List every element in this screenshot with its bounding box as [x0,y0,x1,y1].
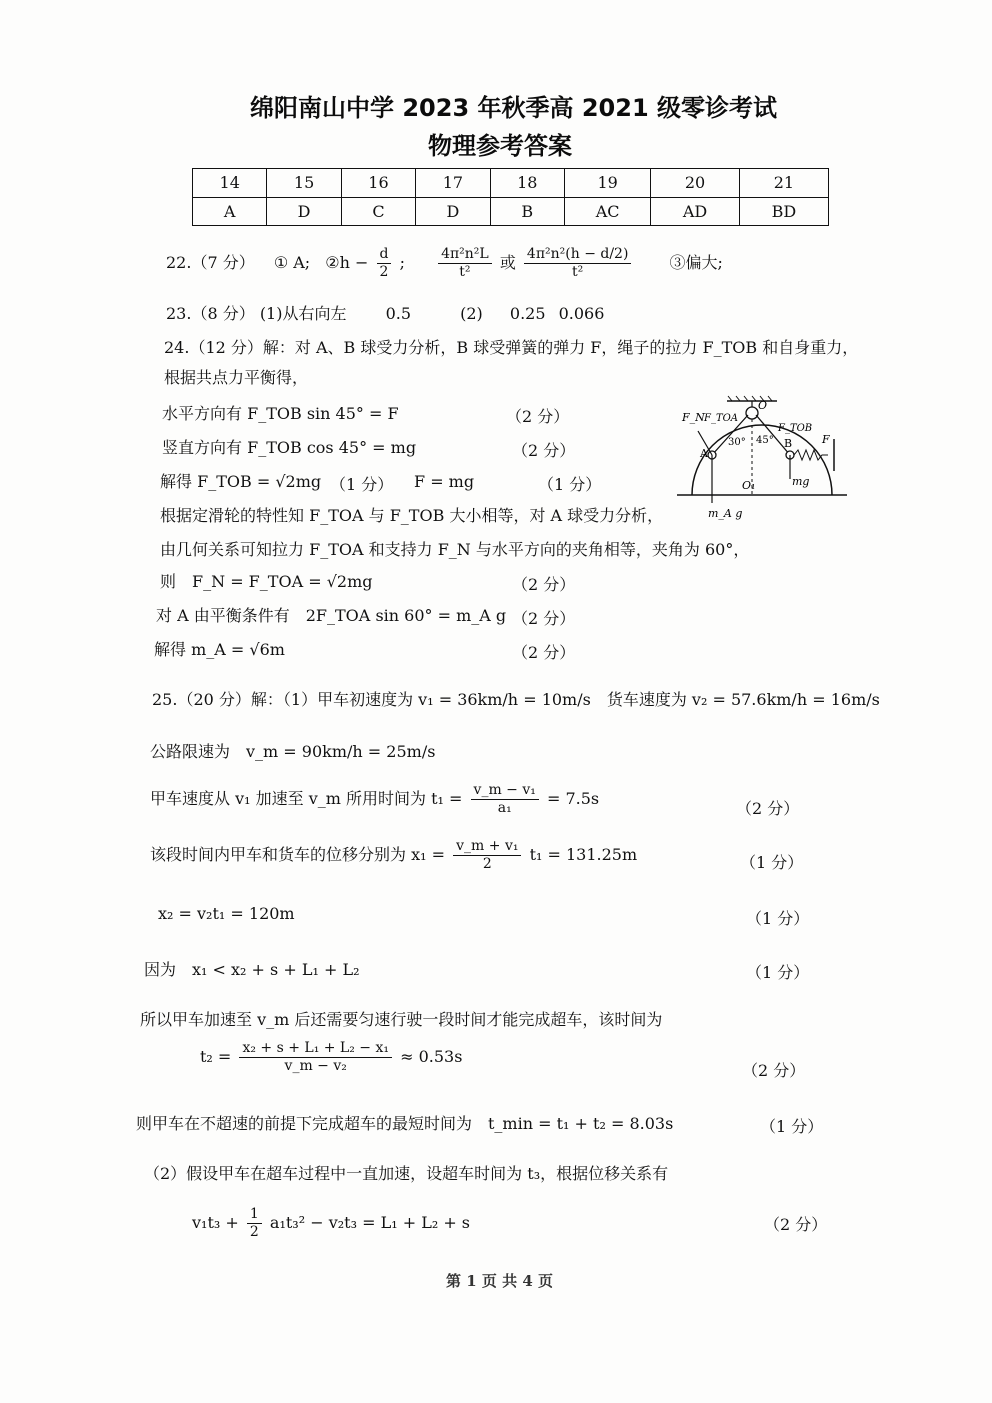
fraction-numerator: x₂ + s + L₁ + L₂ − x₁ [239,1040,392,1058]
q22-part2-sep: ; [399,253,405,272]
q24-line4: 根据定滑轮的特性知 F_TOA 与 F_TOB 大小相等，对 A 球受力分析， [160,506,664,525]
q22-part2-fraction [377,246,392,281]
fraction-numerator: v_m + v₁ [453,838,521,856]
q24-intro2: 根据共点力平衡得， [164,368,309,387]
figure-label-b: B [784,437,793,450]
q24-line3a: 解得 F_TOB = √2mg [160,472,322,491]
table-cell: A [193,197,267,226]
q25-line11-score: （2 分） [764,1215,828,1234]
q22-line [166,246,723,281]
q25-line10: （2）假设甲车在超车过程中一直加速，设超车时间为 t₃，根据位移关系有 [144,1164,669,1183]
q23-line [166,304,604,324]
q25-line3-fraction [471,782,539,817]
q25-line8-fraction [239,1040,392,1075]
figure-label-fn: F_N [682,411,705,424]
figure-label-30: 30° [728,437,746,448]
q24-line3a-score: （1 分） [330,475,394,494]
figure-label-mag: m_A g [708,507,743,520]
table-cell: 19 [564,169,650,198]
exam-subtitle: 物理参考答案 [428,132,572,160]
q25-line9: 则甲车在不超速的前提下完成超车的最短时间为 t_min = t₁ + t₂ = 8.03s [136,1114,674,1133]
figure-label-mg: mg [792,475,810,488]
table-cell: AC [564,197,650,226]
table-cell: B [490,197,564,226]
answer-row [193,197,829,226]
q25-line8-suffix: ≈ 0.53s [400,1047,463,1066]
q24-line8-score: （2 分） [512,643,576,662]
fraction-numerator: 1 [247,1206,262,1224]
q24-line2: 竖直方向有 F_TOB cos 45° = mg [162,438,417,457]
fraction-numerator: d [377,246,392,264]
fraction-numerator: v_m − v₁ [471,782,539,800]
q24-line5: 由几何关系可知拉力 F_TOA 和支持力 F_N 与水平方向的夹角相等，夹角为 60°， [160,540,750,559]
q22-or: 或 [499,253,516,272]
fraction-numerator: 4π²n²(h − d/2) [524,246,632,264]
question-number-row [193,169,829,198]
q25-line6-score: （1 分） [746,963,810,982]
q25-line11 [192,1206,470,1241]
figure-label-45: 45° [756,435,774,446]
q25-line1: 25.（20 分）解：（1）甲车初速度为 v₁ = 36km/h = 10m/s 货车速度为 v₂ = 57.6km/h = 16m/s [152,690,880,709]
q24-line1: 水平方向有 F_TOB sin 45° = F [162,404,399,423]
table-cell: 17 [416,169,490,198]
q22-part3: ③偏大; [669,253,723,272]
q25-line11-suffix: a₁t₃² − v₂t₃ = L₁ + L₂ + s [269,1213,471,1232]
q25-line7: 所以甲车加速至 v_m 后还需要匀速行驶一段时间才能完成超车，该时间为 [140,1010,663,1029]
q24-line6-score: （2 分） [512,575,576,594]
table-cell: 15 [267,169,341,198]
q22-formula2 [524,246,632,281]
fraction-denominator: 2 [249,1224,259,1240]
figure-label-ftoa: F_TOA [704,413,739,424]
figure-label-a: A [700,447,708,460]
q25-line5: x₂ = v₂t₁ = 120m [158,904,295,923]
q23-value2: 0.25 [509,304,546,323]
q25-line3-score: （2 分） [736,799,800,818]
q22-formula1 [438,246,492,281]
q25-line8-score: （2 分） [742,1061,806,1080]
q25-line8 [200,1040,462,1075]
q24-line1-score: （2 分） [506,407,570,426]
q22-label: 22.（7 分） [166,253,255,272]
q25-line4-suffix: t₁ = 131.25m [529,845,638,864]
q24-line2-score: （2 分） [512,441,576,460]
fraction-denominator: t² [572,264,584,280]
q25-line11-fraction [247,1206,262,1241]
q22-part2-prefix: ②h − [325,253,369,272]
table-cell: AD [651,197,739,226]
q24-intro: 24.（12 分）解：对 A、B 球受力分析，B 球受弹簧的弹力 F，绳子的拉力 F_TOB 和自身重力， [164,338,859,357]
q25-line4-prefix: 该段时间内甲车和货车的位移分别为 x₁ = [150,845,446,864]
q25-line3-prefix: 甲车速度从 v₁ 加速至 v_m 所用时间为 t₁ = [150,789,463,808]
table-cell: D [416,197,490,226]
q25-line4-fraction [453,838,521,873]
table-cell: 20 [651,169,739,198]
q25-line3 [150,782,599,817]
table-cell: 21 [739,169,828,198]
fraction-numerator: 4π²n²L [438,246,492,264]
q23-value1: 0.5 [385,304,412,323]
figure-label-ftob: F_TOB [778,423,813,434]
q25-line11-prefix: v₁t₃ + [192,1213,239,1232]
q23-label: 23.（8 分） [166,304,255,323]
q25-line2: 公路限速为 v_m = 90km/h = 25m/s [150,742,436,761]
force-diagram-figure [672,395,852,525]
q25-line3-suffix: = 7.5s [546,789,600,808]
exam-title: 绵阳南山中学 2023 年秋季高 2021 级零诊考试 [250,94,778,122]
fraction-denominator: 2 [379,264,389,280]
table-cell: D [267,197,341,226]
q23-part1: (1)从右向左 [259,304,347,323]
figure-label-o1: O₁ [742,479,756,492]
q23-value3: 0.066 [558,304,605,323]
table-cell: 18 [490,169,564,198]
fraction-denominator: v_m − v₂ [284,1058,347,1074]
table-cell: C [341,197,415,226]
q24-line7: 对 A 由平衡条件有 2F_TOA sin 60° = m_A g [156,606,507,625]
q24-line6: 则 F_N = F_TOA = √2mg [160,572,373,591]
fraction-denominator: 2 [482,856,492,872]
q25-line4 [150,838,637,873]
page-footer: 第 1 页 共 4 页 [446,1272,553,1290]
q25-line9-score: （1 分） [760,1117,824,1136]
q23-part2: (2) [460,304,483,323]
table-cell: BD [739,197,828,226]
fraction-denominator: t² [459,264,471,280]
q24-line8: 解得 m_A = √6m [154,640,285,659]
q24-line3b-score: （1 分） [538,475,602,494]
q22-part1: ① A; [273,253,311,272]
multiple-choice-answer-table [192,168,829,226]
table-cell: 14 [193,169,267,198]
q25-line8-prefix: t₂ = [200,1047,232,1066]
figure-label-o: O [758,399,768,412]
q24-line3b: F = mg [414,472,475,491]
fraction-denominator: a₁ [497,800,512,816]
q24-line7-score: （2 分） [512,609,576,628]
q25-line6: 因为 x₁ < x₂ + s + L₁ + L₂ [144,960,360,979]
table-cell: 16 [341,169,415,198]
figure-label-f: F [822,433,830,446]
q25-line4-score: （1 分） [740,853,804,872]
q25-line5-score: （1 分） [746,909,810,928]
